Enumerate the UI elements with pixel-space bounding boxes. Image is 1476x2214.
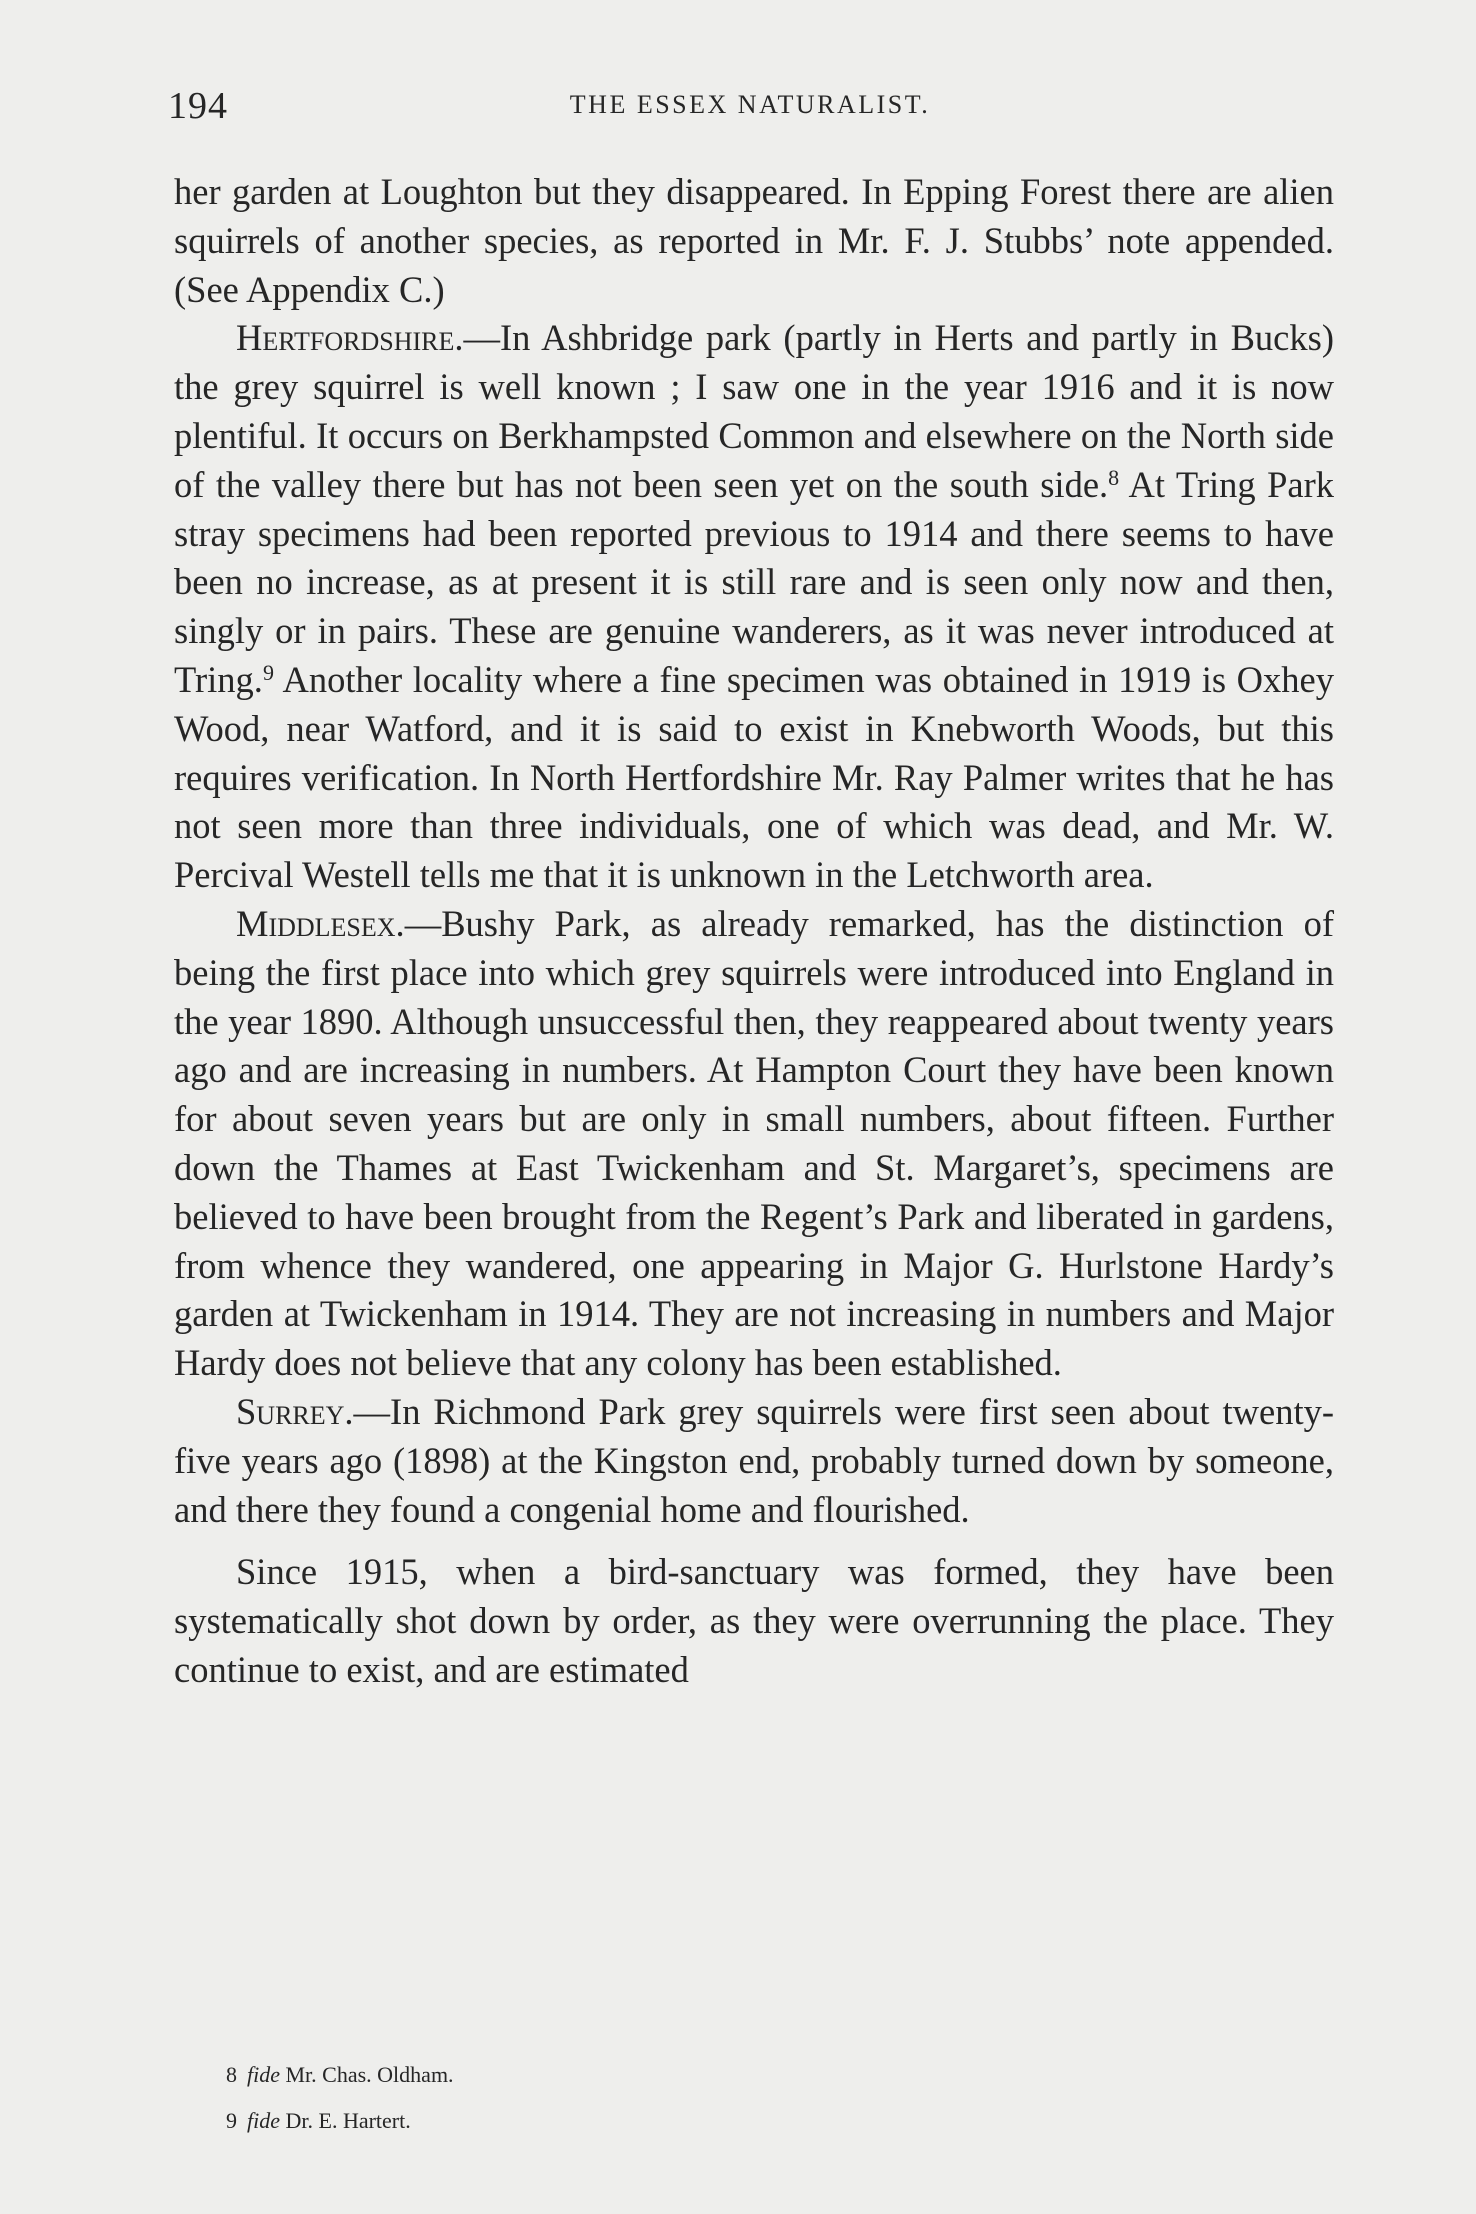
paragraph-hertfordshire-text-c: Another locality where a fine specimen was obtained in 1919 is Oxhey Wood, near Watford, and it is said to exist in Knebworth Woods, but this requires verification. In North Hertfordshire Mr. Ray Palmer writes that he has not seen more than three individuals, one of which was dead, and Mr. W. Percival Westell tells me that it is unknown in the Letchworth area.	[174, 658, 1334, 896]
paragraph-5-text: Since 1915, when a bird-sanctuary was formed, they have been systematically shot down by order, as they were overrunning the place. They continue to exist, and are estimated	[174, 1551, 1334, 1690]
footnote-source: Dr. E. Hartert.	[285, 2108, 411, 2133]
paragraph-1-text: her garden at Loughton but they disappeared. In Epping Forest there are alien squirrels of another species, as reported in Mr. F. J. Stubbs’ note appended. (See Appendix C.)	[174, 171, 1334, 310]
footnote-8	[226, 2052, 1126, 2098]
footnote-number: 8	[226, 2062, 237, 2087]
paragraph-middlesex	[174, 900, 1334, 1388]
section-heading-surrey: Surrey.	[236, 1390, 354, 1432]
paragraph-hertfordshire	[174, 314, 1334, 900]
paragraph-hertfordshire-text-b: At Tring Park stray specimens had been reported previous to 1914 and there seems to have been no increase, as at present it is still rare and is seen only now and then, singly or in pairs. These are genuine wanderers, as it was never introduced at Tring.	[174, 463, 1334, 700]
paragraph-5	[174, 1548, 1334, 1694]
footnote-ref-9: 9	[262, 659, 274, 685]
section-heading-middlesex: Middlesex.	[236, 902, 405, 944]
page-number: 194	[168, 85, 228, 127]
footnote-9	[226, 2098, 1126, 2144]
section-heading-hertfordshire: Hertfordshire.	[236, 317, 464, 359]
paragraph-middlesex-text: —Bushy Park, as already remarked, has the distinction of being the first place into which grey squirrels were introduced into England in the year 1890. Although unsuccessful then, they reappeared about twenty years ago and are increasing in numbers. At Hampton Court they have been known for about seven years but are only in small numbers, about fifteen. Further down the Thames at East Twickenham and St. Margaret’s, specimens are believed to have been brought from the Regent’s Park and liberated in gardens, from whence they wandered, one appearing in Major G. Hurlstone Hardy’s garden at Twickenham in 1914. They are not increasing in numbers and Major Hardy does not believe that any colony has been established.	[174, 902, 1334, 1384]
body-text	[174, 168, 1334, 1695]
footnote-fide: fide	[247, 2108, 280, 2133]
running-head	[168, 84, 1332, 134]
running-title: THE ESSEX NATURALIST.	[569, 90, 931, 119]
footnotes	[226, 2052, 1126, 2144]
footnote-source: Mr. Chas. Oldham.	[285, 2062, 454, 2087]
footnote-ref-8: 8	[1108, 464, 1120, 490]
footnote-number: 9	[226, 2108, 237, 2133]
paragraph-surrey	[174, 1388, 1334, 1534]
paragraph-hertfordshire-text-a: —In Ashbridge park (partly in Herts and partly in Bucks) the grey squirrel is well known ; I saw one in the year 1916 and it is now plentiful. It occurs on Berkhampsted Common and elsewhere on the North side of the valley there but has not been seen yet on the south side.	[174, 317, 1334, 505]
paragraph-1	[174, 168, 1334, 314]
paragraph-surrey-text: —In Richmond Park grey squirrels were first seen about twenty-five years ago (1898) at the Kingston end, probably turned down by someone, and there they found a congenial home and flourished.	[174, 1390, 1334, 1530]
footnote-fide: fide	[247, 2062, 280, 2087]
